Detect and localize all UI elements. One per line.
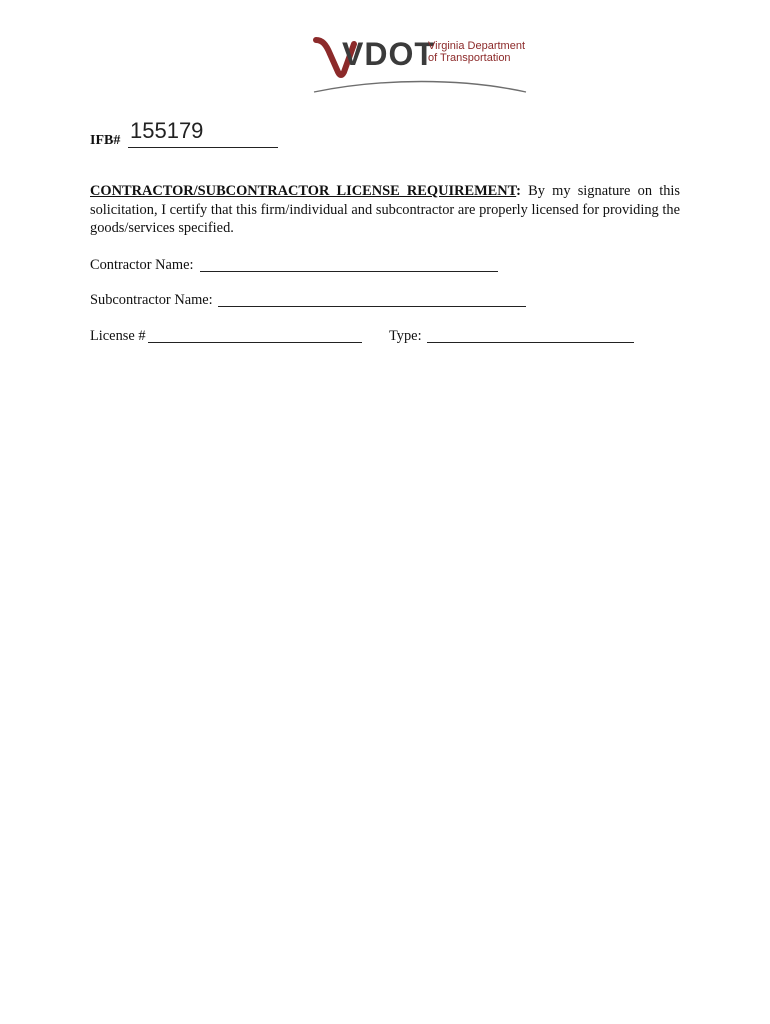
- contractor-name-input[interactable]: [200, 271, 498, 272]
- license-type-label: Type:: [389, 328, 422, 344]
- license-number-label: License #: [90, 328, 146, 344]
- ifb-underline: [128, 147, 278, 148]
- subcontractor-name-field: [90, 291, 530, 311]
- logo-org-line1: Virginia Department: [428, 40, 526, 52]
- logo-wordmark: VDOT: [342, 36, 435, 72]
- logo-organization: [428, 40, 525, 64]
- license-type-field: [389, 327, 637, 347]
- subcontractor-name-label: Subcontractor Name:: [90, 292, 213, 308]
- requirement-body: By my signature on this solicitation, I certify that this firm/individual and subcontractor are properly licensed for providing the goods/services specified.: [90, 183, 680, 236]
- license-number-field: [90, 327, 366, 347]
- ifb-label: IFB#: [90, 133, 121, 148]
- contractor-name-label: Contractor Name:: [90, 257, 194, 273]
- requirement-colon: :: [516, 183, 521, 199]
- requirement-heading: CONTRACTOR/SUBCONTRACTOR LICENSE REQUIREMENT: [90, 183, 517, 199]
- subcontractor-name-input[interactable]: [218, 306, 526, 307]
- vdot-logo: [312, 34, 532, 98]
- license-type-input[interactable]: [427, 342, 634, 343]
- license-requirement-paragraph: [90, 182, 680, 238]
- contractor-name-field: [90, 256, 500, 276]
- license-number-input[interactable]: [148, 342, 362, 343]
- ifb-value[interactable]: 155179: [130, 118, 204, 143]
- logo-arc: [314, 82, 526, 93]
- logo-org-line2: of Transportation: [428, 52, 511, 64]
